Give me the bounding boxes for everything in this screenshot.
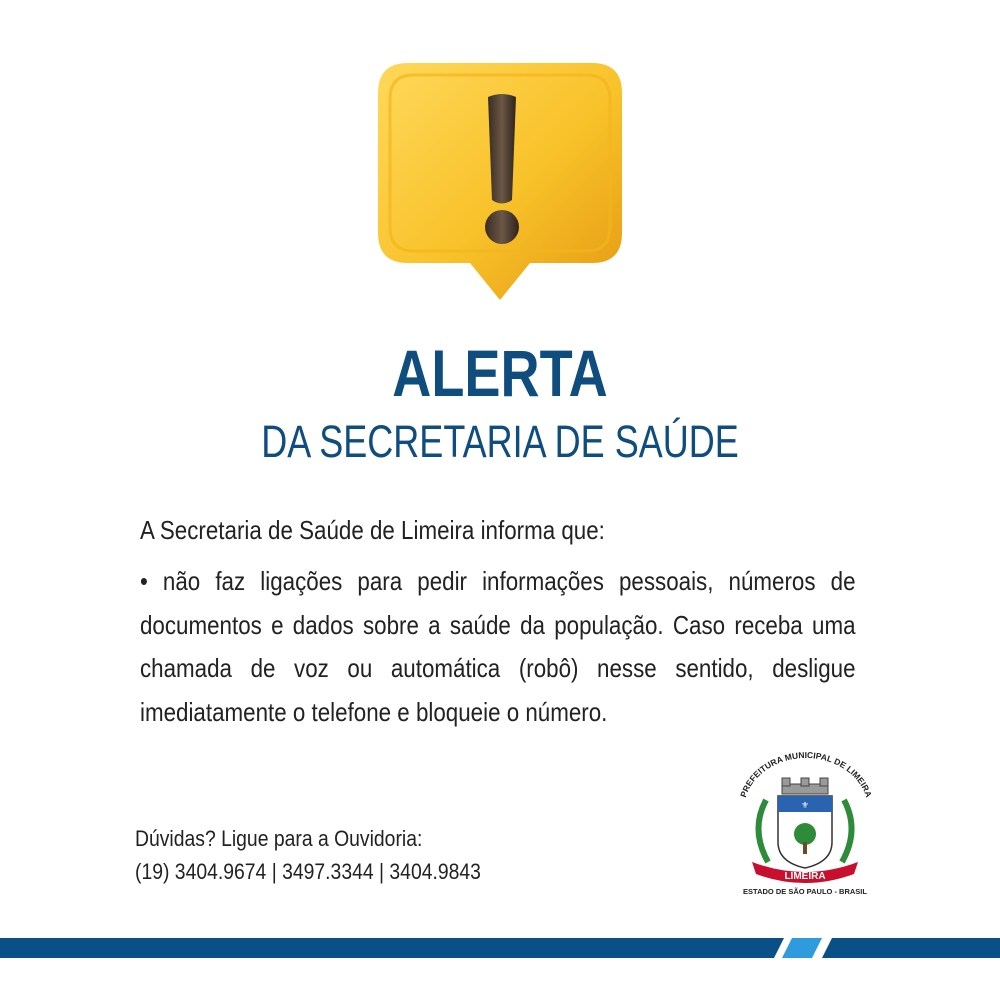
contact-label: Dúvidas? Ligue para a Ouvidoria: bbox=[135, 826, 423, 851]
contact-info bbox=[135, 822, 481, 888]
footer-stripe bbox=[0, 932, 1000, 964]
notice-paragraph: • não faz ligações para pedir informações pessoais, números de documentos e dados sobre a saúde da população. Caso receba uma chamada de voz ou automática (robô) nesse sentido, desligue imediatamente o telefone e bloqueie o número. bbox=[140, 566, 856, 727]
page-title: ALERTA bbox=[392, 336, 608, 410]
seal-bottom-text: ESTADO DE SÃO PAULO - BRASIL bbox=[743, 887, 867, 896]
contact-phones: (19) 3404.9674 | 3497.3344 | 3404.9843 bbox=[135, 859, 481, 884]
seal-top-text: PREFEITURA MUNICIPAL DE LIMEIRA bbox=[738, 750, 874, 799]
svg-text:⚜: ⚜ bbox=[800, 801, 810, 811]
limeira-coat-of-arms-icon bbox=[730, 750, 880, 898]
page-subtitle: DA SECRETARIA DE SAÚDE bbox=[261, 416, 739, 467]
exclamation-speech-bubble-icon bbox=[370, 55, 630, 315]
notice-body bbox=[140, 510, 855, 734]
seal-banner: LIMEIRA bbox=[784, 871, 826, 882]
notice-intro: A Secretaria de Saúde de Limeira informa que: bbox=[140, 515, 605, 545]
